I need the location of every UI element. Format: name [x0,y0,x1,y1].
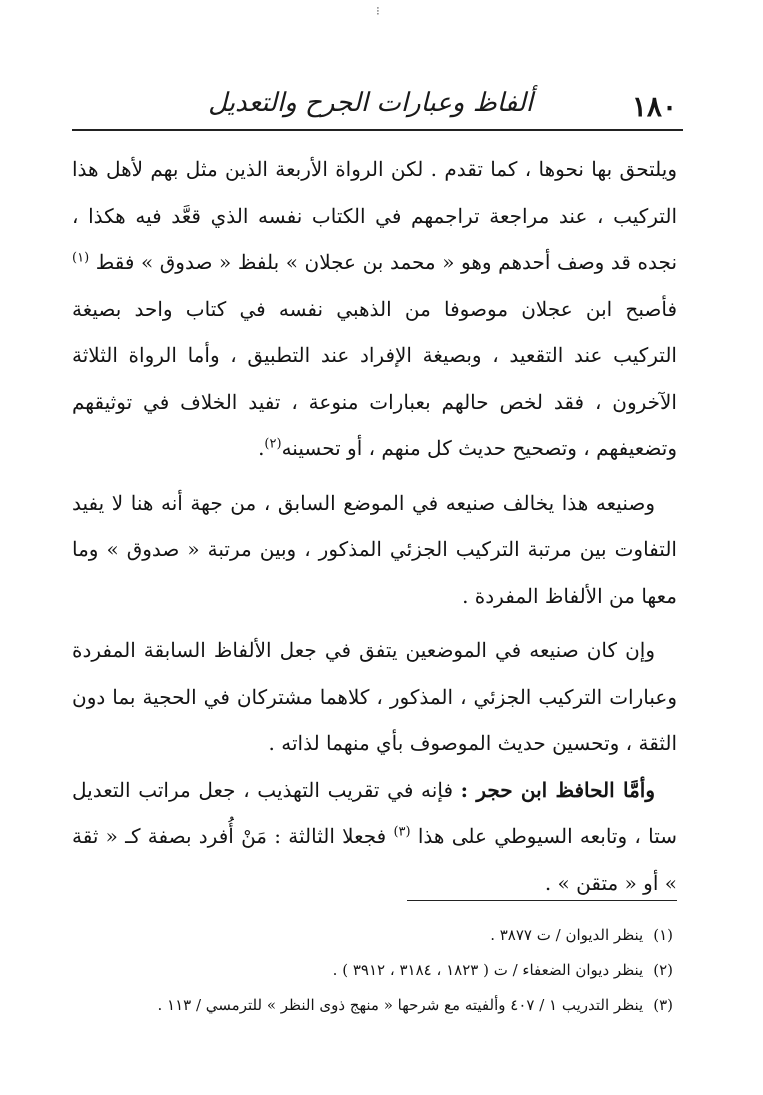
paragraph-4-heading: وأمَّا الحافظ ابن حجر : [460,777,655,802]
footnote-ref-1[interactable]: (١) [72,250,90,266]
footnote-number: (٣) [653,996,673,1014]
footnote-1 [72,918,673,953]
footnote-text: ينظر التدريب ١ / ٤٠٧ وألفيته مع شرحها « منهج ذوى النظر » للترمسي / ١١٣ . [157,996,644,1014]
header-rule [72,129,683,131]
page-number: ١٨٠ [631,90,677,123]
footnote-2 [72,953,673,988]
footnote-ref-3[interactable]: (٣) [393,824,411,840]
footnotes [72,918,673,1023]
paragraph-gap [72,472,677,480]
footnote-number: (٢) [653,961,673,979]
footnote-3 [72,988,673,1023]
paragraph-gap [72,619,677,627]
paragraph-4 [72,767,677,907]
footnote-ref-2[interactable]: (٢) [264,436,282,452]
footnote-text: ينظر الديوان / ت ٣٨٧٧ . [490,926,644,944]
paragraph-1-part-c: . [258,436,265,460]
main-text [72,146,677,906]
footnote-number: (١) [653,926,673,944]
paragraph-1-part-b: فأصبح ابن عجلان موصوفا من الذهبي نفسه في كتاب واحد بصيغة التركيب عند التقعيد ، وبصيغة الإفراد عند التطبيق ، وأما الرواة الثلاثة الآخرون ، فقد لخص حالهم بعبارات منوعة ، تفيد الخلاف في توثيقهم وتضعيفهم ، وتصحيح حديث كل منهم ، أو تحسينه [72,296,677,460]
page-header [72,86,683,128]
footnote-text: ينظر ديوان الضعفاء / ت ( ١٨٢٣ ، ٣١٨٤ ، ٣٩١٢ ) . [332,961,644,979]
paragraph-3: وإن كان صنيعه في الموضعين يتفق في جعل الألفاظ السابقة المفردة وعبارات التركيب الجزئي ، المذكور ، كلاهما مشتركان في الحجية بما دون الثقة ، وتحسين حديث الموصوف بأي منهما لذاته . [72,638,677,755]
paragraph-1-part-a: ويلتحق بها نحوها ، كما تقدم . لكن الرواة الأربعة الذين مثل بهم لأهل هذا التركيب ، عند مراجعة تراجمهم في الكتاب نفسه الذي قعَّد فيه هكذا ، نجده قد وصف أحدهم وهو « محمد بن عجلان » بلفظ « صدوق » فقط [72,157,678,274]
paragraph-1 [72,146,677,472]
running-title: ألفاظ وعبارات الجرح والتعديل [208,88,533,118]
paragraph-2: وصنيعه هذا يخالف صنيعه في الموضع السابق ، من جهة أنه هنا لا يفيد التفاوت بين مرتبة التركيب الجزئي المذكور ، وبين مرتبة « صدوق » وما معها من الألفاظ المفردة . [72,490,677,608]
scan-mark: ⁝ [376,4,380,18]
footnote-rule [407,900,677,901]
paragraph-4-part-b: فجعلا الثالثة : مَنْ أُفرد بصفة كـ « ثقة » أو « متقن » . [72,824,677,895]
paragraph-4-part-a: فإنه في تقريب التهذيب ، جعل مراتب التعديل ستا ، وتابعه السيوطي على هذا [72,777,678,848]
